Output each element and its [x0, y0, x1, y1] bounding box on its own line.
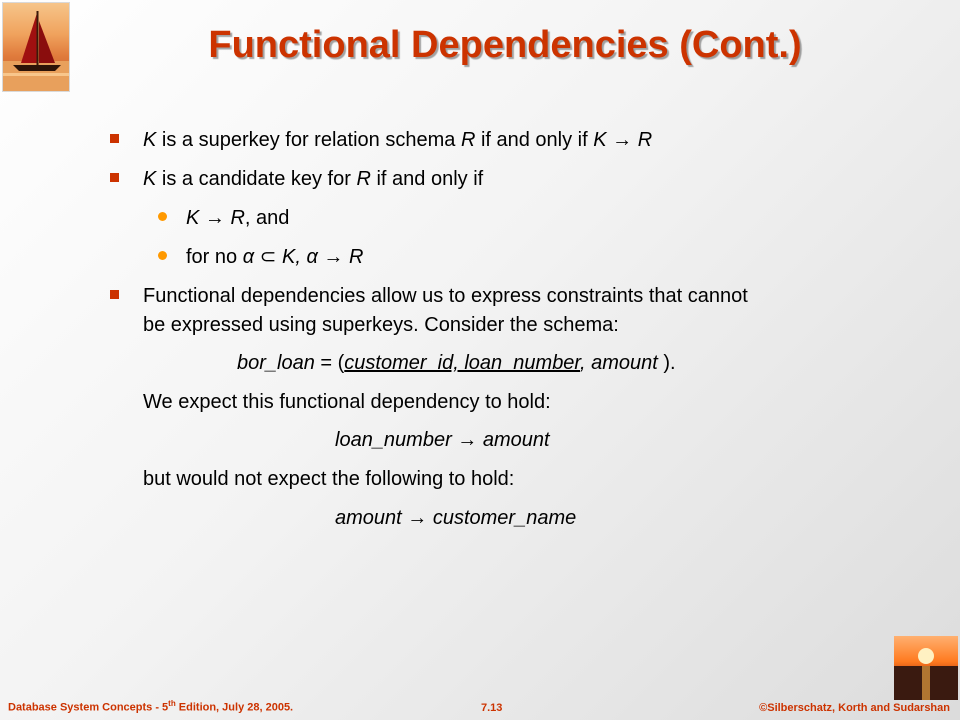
var-k: K [186, 207, 200, 229]
arrow-symbol: → [451, 429, 483, 451]
attribute: amount [335, 507, 402, 529]
text: = ( [314, 352, 345, 374]
text: is a candidate key for [156, 168, 357, 190]
arrow-symbol: → [317, 246, 349, 268]
key-attributes: customer_id, loan_number [344, 352, 580, 374]
expect-text: We expect this functional dependency to hold: [143, 391, 551, 413]
text: Database System Concepts - 5 [8, 702, 169, 714]
var-k: K [143, 129, 157, 151]
var-alpha: α [300, 246, 318, 268]
subbullet-k-determines-r [186, 206, 289, 230]
page-title: Functional Dependencies (Cont.) [208, 24, 802, 66]
arrow-symbol: → [401, 507, 433, 529]
text: Edition, July 28, 2005. [175, 702, 294, 714]
var-r: R [356, 168, 371, 190]
subbullet-no-alpha [186, 245, 363, 269]
attribute: loan_number [335, 429, 452, 451]
square-bullet-icon [110, 134, 119, 143]
attribute: amount [482, 429, 550, 451]
text: ). [663, 352, 676, 374]
round-bullet-icon [158, 212, 167, 221]
bullet-superkey [143, 128, 652, 152]
footer-page-number: 7.13 [481, 702, 503, 714]
footer-copyright: ©Silberschatz, Korth and Sudarshan [759, 702, 950, 714]
subset-symbol: ⊂ [254, 246, 282, 268]
text: , and [244, 207, 290, 229]
var-r: R [460, 129, 476, 151]
bullet-fd-line1: Functional dependencies allow us to express constraints that cannot [143, 285, 748, 307]
fd-loan-amount [335, 428, 550, 452]
arrow-symbol: → [606, 129, 638, 151]
var-k: K [593, 129, 607, 151]
schema-name: bor_loan [237, 352, 315, 374]
text: is a superkey for relation schema [156, 129, 461, 151]
footer-left [8, 699, 293, 714]
sunset-logo-image [894, 636, 958, 700]
square-bullet-icon [110, 173, 119, 182]
bullet-fd-line2: be expressed using superkeys. Consider the schema: [143, 314, 619, 336]
not-expect-text: but would not expect the following to hold: [143, 468, 515, 490]
fd-amount-customer [335, 506, 576, 530]
text: if and only if [370, 168, 484, 190]
var-r: R [637, 129, 653, 151]
text: for no [186, 246, 243, 268]
schema-definition [237, 351, 676, 375]
text: th [168, 699, 176, 709]
text: if and only if [475, 129, 594, 151]
var-k: K, [281, 246, 301, 268]
var-r: R [230, 207, 245, 229]
arrow-symbol: → [199, 207, 231, 229]
attribute: customer_name [432, 507, 577, 529]
bullet-candidate-key [143, 167, 483, 191]
var-k: K [143, 168, 157, 190]
round-bullet-icon [158, 251, 167, 260]
var-alpha: α [242, 246, 255, 268]
square-bullet-icon [110, 290, 119, 299]
attribute: , amount [580, 352, 664, 374]
var-r: R [348, 246, 364, 268]
